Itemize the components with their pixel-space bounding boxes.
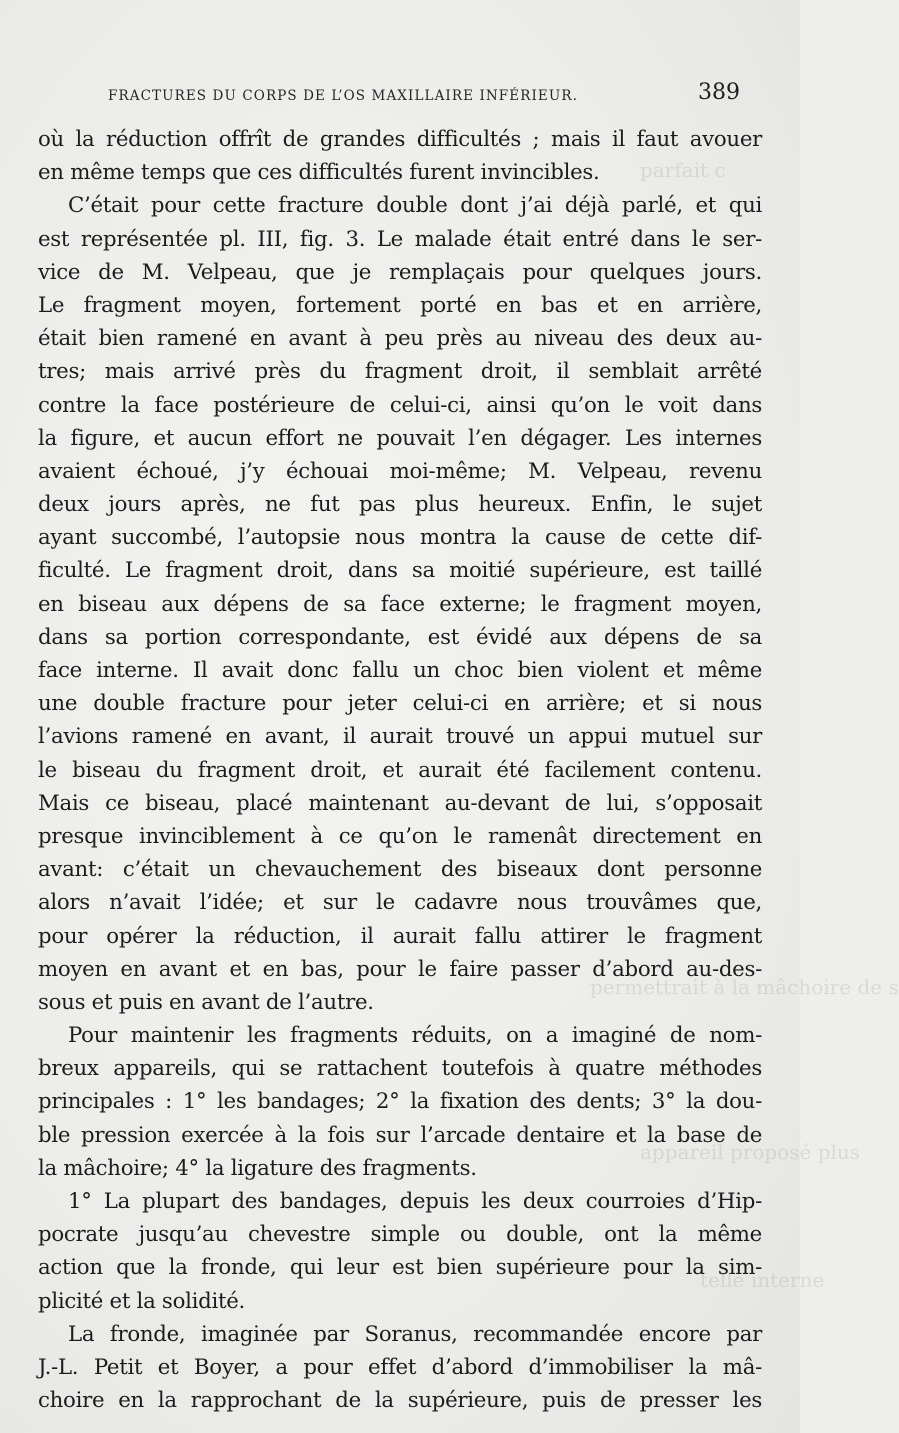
running-title: FRACTURES DU CORPS DE L’OS MAXILLAIRE INFÉRIEUR. xyxy=(108,88,579,104)
text-line: Pour maintenir les fragments réduits, on a imaginé de nom- xyxy=(68,1023,762,1049)
text-line: pour opérer la réduction, il aurait fallu attirer le fragment xyxy=(38,923,762,949)
text-line: deux jours après, ne fut pas plus heureux. Enfin, le sujet xyxy=(38,492,762,518)
text-line: vice de M. Velpeau, que je remplaçais pour quelques jours. xyxy=(38,259,762,285)
text-line: breux appareils, qui se rattachent toutefois à quatre méthodes xyxy=(38,1056,762,1082)
show-through: permettrait à la mâchoire de s xyxy=(590,975,899,999)
text-line: face interne. Il avait donc fallu un choc bien violent et même xyxy=(38,658,762,683)
text-line: contre la face postérieure de celui-ci, ainsi qu’on le voit dans xyxy=(38,392,762,418)
page-number: 389 xyxy=(698,80,740,105)
text-line: pocrate jusqu’au chevestre simple ou double, ont la même xyxy=(38,1222,762,1248)
text-line: Le fragment moyen, fortement porté en bas et en arrière, xyxy=(38,292,762,318)
text-line: ficulté. Le fragment droit, dans sa moitié supérieure, est taillé xyxy=(38,558,762,584)
text-line: avaient échoué, j’y échouai moi-même; M. Velpeau, revenu xyxy=(38,458,762,484)
text-line: moyen en avant et en bas, pour le faire passer d’abord au-des- xyxy=(38,956,762,982)
text-line: une double fracture pour jeter celui-ci en arrière; et si nous xyxy=(38,691,762,717)
body-text xyxy=(38,123,762,1417)
text-line: alors n’avait l’idée; et sur le cadavre nous trouvâmes que, xyxy=(38,890,762,916)
text-line: est représentée pl. III, fig. 3. Le malade était entré dans le ser- xyxy=(38,226,762,252)
text-line: 1° La plupart des bandages, depuis les deux courroies d’Hip- xyxy=(68,1189,762,1214)
text-line: ble pression exercée à la fois sur l’arcade dentaire et la base de xyxy=(38,1122,762,1148)
text-line: l’avions ramené en avant, il aurait trouvé un appui mutuel sur xyxy=(38,724,762,750)
text-line: Mais ce biseau, placé maintenant au-devant de lui, s’opposait xyxy=(38,790,762,816)
text-line: dans sa portion correspondante, est évidé aux dépens de sa xyxy=(38,624,762,650)
show-through: telle interne xyxy=(700,1268,825,1292)
show-through: appareil proposé plus xyxy=(640,1140,861,1164)
text-line: presque invinciblement à ce qu’on le ramenât directement en xyxy=(38,823,762,849)
page-header xyxy=(108,80,740,110)
text-line: en biseau aux dépens de sa face externe; le fragment moyen, xyxy=(38,591,762,617)
text-line: en même temps que ces difficultés furent invincibles. xyxy=(38,160,600,186)
text-line: C’était pour cette fracture double dont j’ai déjà parlé, et qui xyxy=(68,193,762,219)
text-line: plicité et la solidité. xyxy=(38,1288,245,1314)
text-line: ayant succombé, l’autopsie nous montra la cause de cette dif- xyxy=(38,525,762,551)
text-line: action que la fronde, qui leur est bien supérieure pour la sim- xyxy=(38,1255,762,1281)
text-line: la mâchoire; 4° la ligature des fragments. xyxy=(38,1155,477,1181)
text-line: La fronde, imaginée par Soranus, recommandée encore par xyxy=(68,1321,762,1347)
text-line: sous et puis en avant de l’autre. xyxy=(38,989,374,1015)
text-line: J.-L. Petit et Boyer, a pour effet d’abord d’immobiliser la mâ- xyxy=(38,1354,762,1380)
text-line: la figure, et aucun effort ne pouvait l’en dégager. Les internes xyxy=(38,425,762,451)
text-line: était bien ramené en avant à peu près au niveau des deux au- xyxy=(38,326,762,352)
text-line: tres; mais arrivé près du fragment droit, il semblait arrêté xyxy=(38,359,762,385)
text-line: choire en la rapprochant de la supérieure, puis de presser les xyxy=(38,1388,762,1414)
text-line: avant: c’était un chevauchement des biseaux dont personne xyxy=(38,857,762,883)
text-line: où la réduction offrît de grandes difficultés ; mais il faut avouer xyxy=(38,127,762,152)
text-line: principales : 1° les bandages; 2° la fixation des dents; 3° la dou- xyxy=(38,1089,762,1115)
text-line: le biseau du fragment droit, et aurait été facilement contenu. xyxy=(38,757,762,783)
show-through: parfait c xyxy=(640,158,726,182)
